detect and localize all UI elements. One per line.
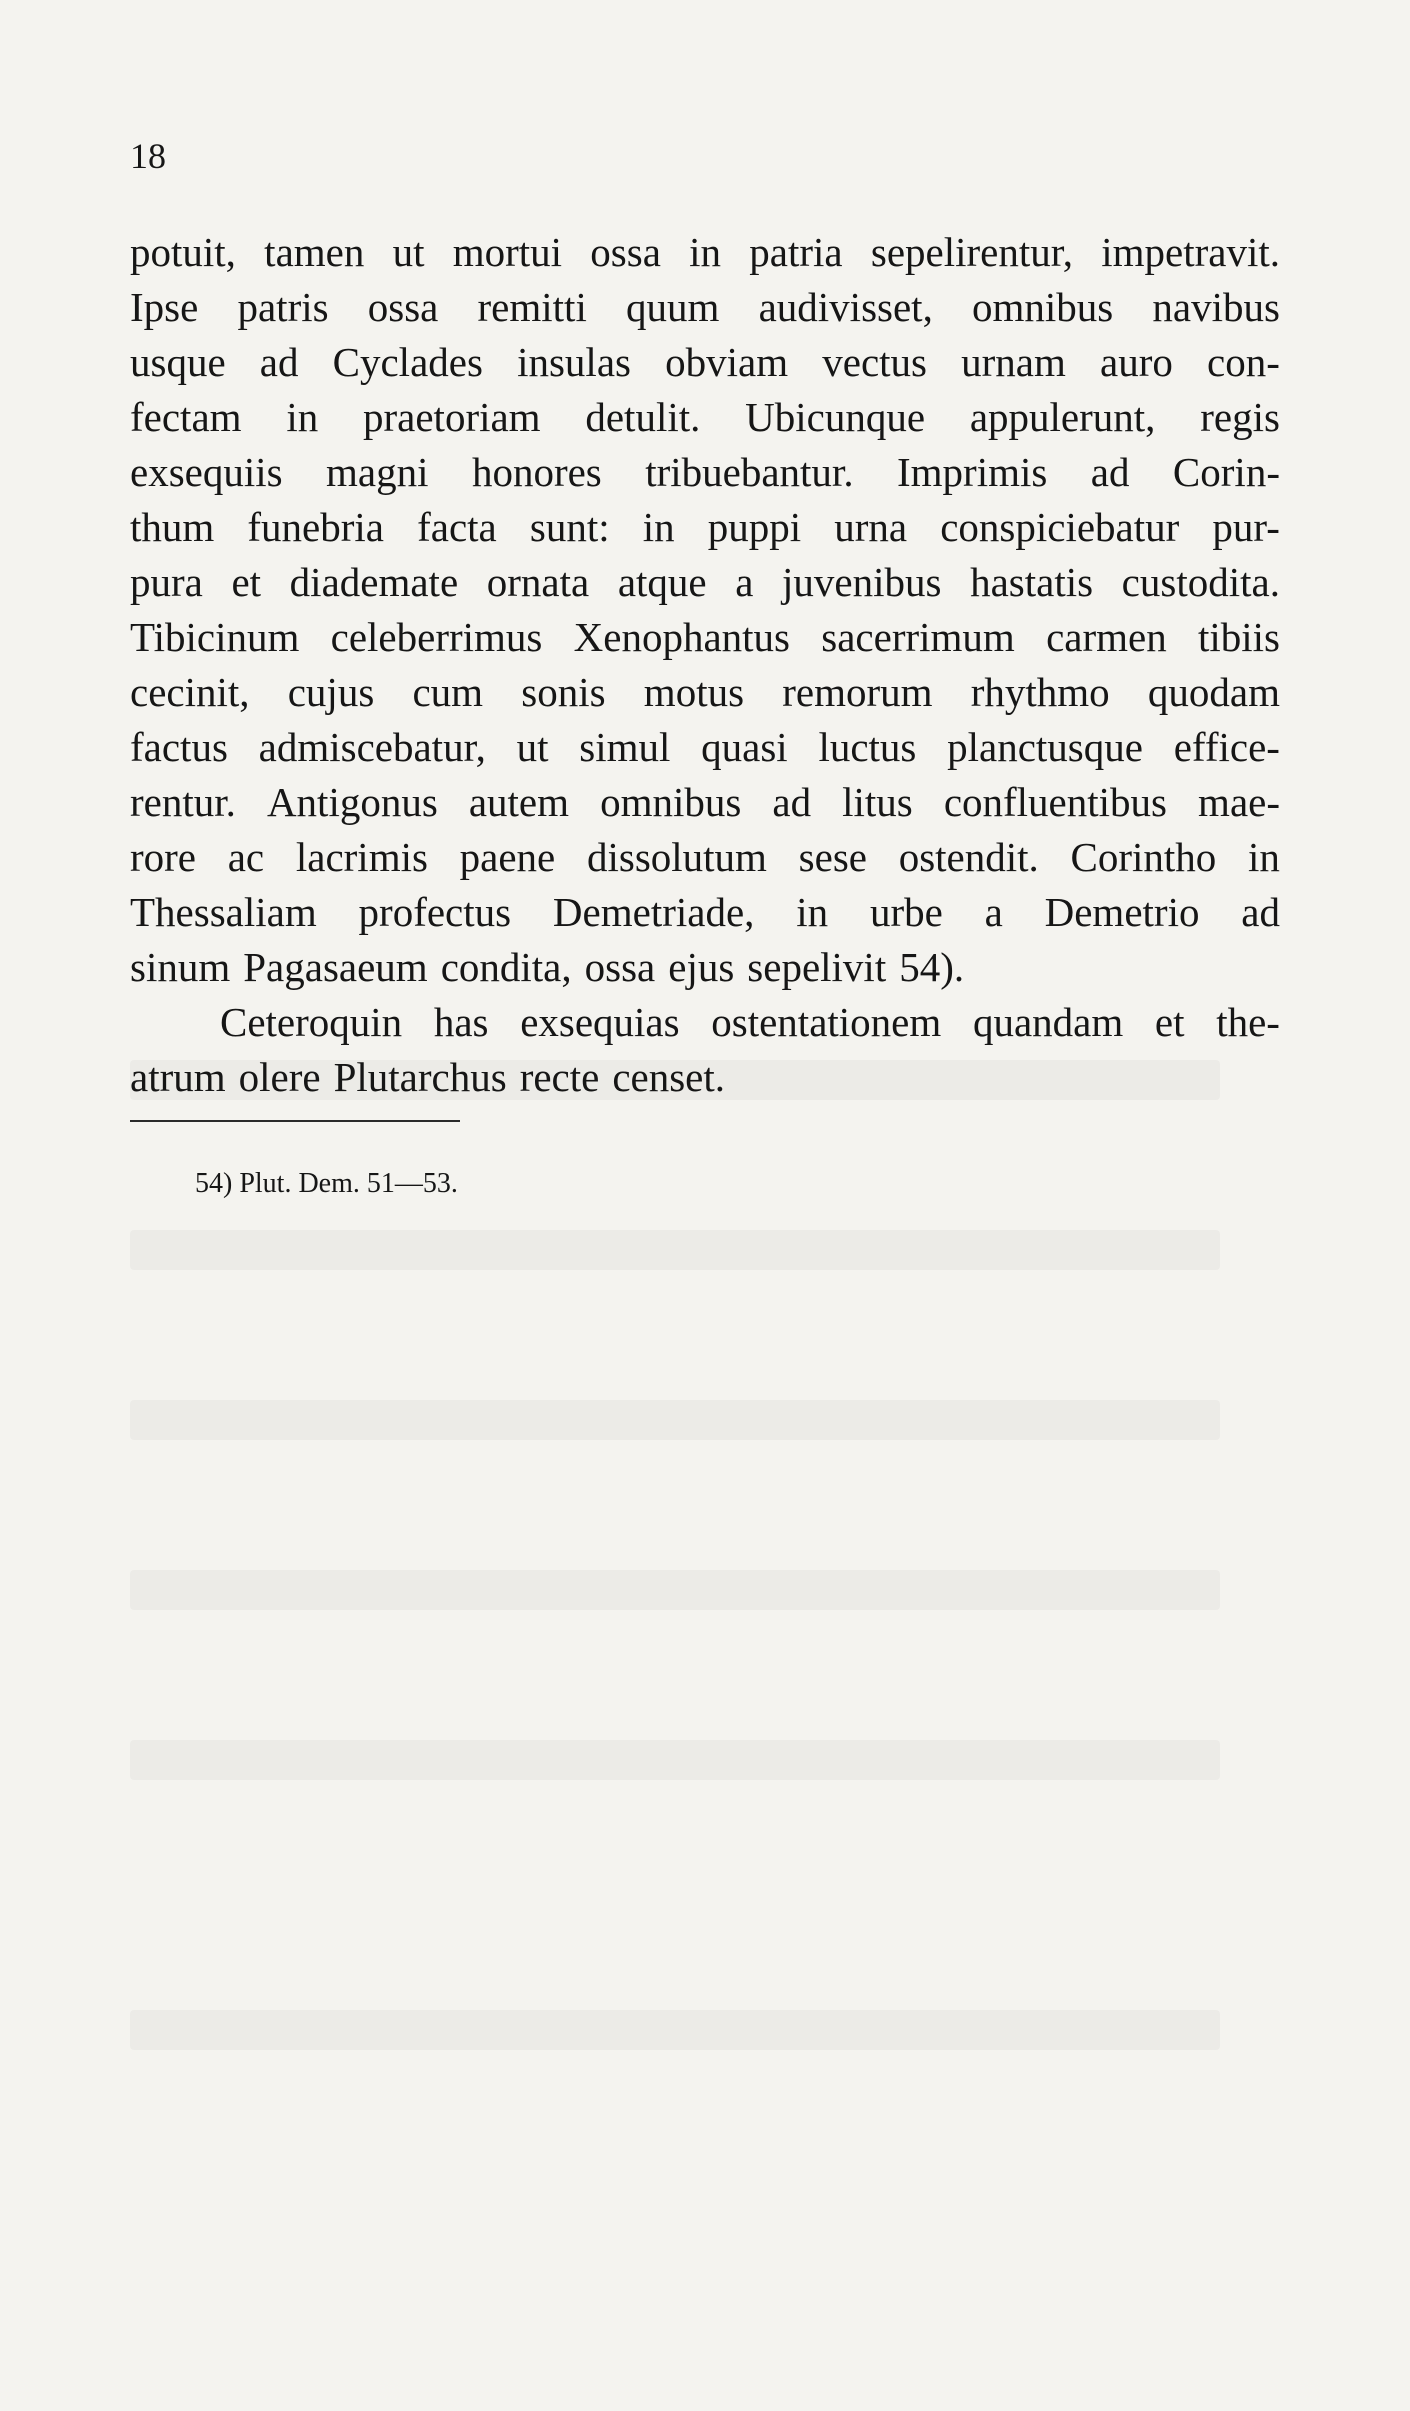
- text-line: [130, 390, 1280, 445]
- word: detulit.: [585, 394, 701, 440]
- show-through: [130, 1230, 1220, 1270]
- word: impetravit.: [1101, 229, 1280, 275]
- word: conspiciebatur: [940, 504, 1180, 550]
- word: ut: [392, 229, 425, 275]
- word: ostendit.: [898, 834, 1039, 880]
- word: pur-: [1212, 504, 1280, 550]
- word: quandam: [972, 999, 1124, 1045]
- text-line: [130, 775, 1280, 830]
- word: rhythmo: [970, 669, 1110, 715]
- word: mae-: [1198, 779, 1280, 825]
- word: quodam: [1147, 669, 1280, 715]
- main-text: [130, 225, 1280, 1105]
- word: audivisset,: [758, 284, 933, 330]
- word: custodita.: [1121, 559, 1280, 605]
- word: effice-: [1173, 724, 1280, 770]
- word: censet.: [612, 1054, 726, 1100]
- word: admiscebatur,: [258, 724, 486, 770]
- word: tribuebantur.: [645, 449, 854, 495]
- word: paene: [459, 834, 556, 880]
- word: patria: [749, 229, 843, 275]
- word: urna: [834, 504, 908, 550]
- word: luctus: [818, 724, 917, 770]
- page-number: 18: [130, 136, 166, 176]
- word: et: [231, 559, 262, 605]
- word: magni: [326, 449, 429, 495]
- word: ossa: [584, 944, 656, 990]
- footnote-rule: [130, 1120, 460, 1122]
- text-line: [130, 940, 1280, 995]
- word: Imprimis: [897, 449, 1048, 495]
- footnote: [195, 1170, 458, 1198]
- text-line: [130, 335, 1280, 390]
- word: usque: [130, 339, 226, 385]
- word: juvenibus: [782, 559, 942, 605]
- word: Ubicunque: [745, 394, 926, 440]
- text-line: [130, 720, 1280, 775]
- word: Cyclades: [332, 339, 483, 385]
- word: Xenophantus: [573, 614, 790, 660]
- footnote-marker: 54): [195, 1168, 233, 1199]
- word: Antigonus: [266, 779, 438, 825]
- word: simul: [579, 724, 671, 770]
- word: in: [796, 889, 829, 935]
- word: ossa: [367, 284, 439, 330]
- word: exsequias: [520, 999, 680, 1045]
- word: atque: [617, 559, 707, 605]
- text-line: [130, 830, 1280, 885]
- word: omnibus: [972, 284, 1114, 330]
- word: sese: [798, 834, 867, 880]
- word: Ipse: [130, 284, 199, 330]
- word: in: [642, 504, 675, 550]
- word: navibus: [1152, 284, 1280, 330]
- word: Demetriade,: [552, 889, 755, 935]
- word: tibiis: [1197, 614, 1280, 660]
- text-line: [130, 555, 1280, 610]
- word: in: [286, 394, 319, 440]
- word: autem: [468, 779, 570, 825]
- word: ad: [259, 339, 299, 385]
- word: confluentibus: [943, 779, 1167, 825]
- word: pura: [130, 559, 203, 605]
- word: urnam: [961, 339, 1066, 385]
- word: praetoriam: [363, 394, 541, 440]
- word: rore: [130, 834, 197, 880]
- paragraph: [130, 225, 1280, 995]
- text-line: [130, 995, 1280, 1050]
- paragraph: [130, 995, 1280, 1105]
- word: in: [689, 229, 722, 275]
- word: diademate: [289, 559, 459, 605]
- word: Ceteroquin: [220, 999, 403, 1045]
- word: potuit,: [130, 229, 236, 275]
- word: ad: [772, 779, 812, 825]
- word: appulerunt,: [969, 394, 1156, 440]
- show-through: [130, 1570, 1220, 1610]
- word: ut: [516, 724, 549, 770]
- word: sepelirentur,: [870, 229, 1073, 275]
- word: Demetrio: [1044, 889, 1200, 935]
- word: atrum: [130, 1054, 226, 1100]
- word: rentur.: [130, 779, 236, 825]
- text-line: [130, 885, 1280, 940]
- word: ornata: [486, 559, 590, 605]
- word: sonis: [521, 669, 606, 715]
- word: honores: [471, 449, 602, 495]
- word: urbe: [869, 889, 943, 935]
- word: thum: [130, 504, 215, 550]
- word: con-: [1207, 339, 1280, 385]
- word: Tibicinum: [130, 614, 300, 660]
- word: motus: [643, 669, 745, 715]
- word: obviam: [665, 339, 789, 385]
- word: exsequiis: [130, 449, 283, 495]
- word: in: [1248, 834, 1280, 880]
- word: remorum: [782, 669, 933, 715]
- word: profectus: [358, 889, 512, 935]
- text-line: [130, 280, 1280, 335]
- word: hastatis: [970, 559, 1094, 605]
- word: ostentationem: [711, 999, 942, 1045]
- word: ossa: [590, 229, 661, 275]
- word: cecinit,: [130, 669, 250, 715]
- word: Plutarchus: [333, 1054, 507, 1100]
- word: the-: [1216, 999, 1280, 1045]
- word: ac: [227, 834, 265, 880]
- word: lacrimis: [295, 834, 428, 880]
- word: Thessaliam: [130, 889, 317, 935]
- word: et: [1154, 999, 1185, 1045]
- word: sinum: [130, 944, 231, 990]
- word: ejus: [668, 944, 735, 990]
- footnote-text: Plut. Dem. 51—53.: [239, 1168, 458, 1199]
- word: dissolutum: [586, 834, 767, 880]
- word: funebria: [247, 504, 384, 550]
- word: olere: [238, 1054, 321, 1100]
- word: Pagasaeum: [243, 944, 428, 990]
- text-line: [130, 445, 1280, 500]
- word: vectus: [822, 339, 927, 385]
- word: auro: [1100, 339, 1173, 385]
- word: puppi: [707, 504, 802, 550]
- text-line: [130, 610, 1280, 665]
- show-through: [130, 1740, 1220, 1780]
- word: fectam: [130, 394, 242, 440]
- word: ad: [1241, 889, 1280, 935]
- word: ad: [1090, 449, 1130, 495]
- word: patris: [237, 284, 329, 330]
- word: litus: [842, 779, 913, 825]
- word: sepelivit: [747, 944, 887, 990]
- word: recte: [519, 1054, 600, 1100]
- word: a: [735, 559, 754, 605]
- word: celeberrimus: [330, 614, 543, 660]
- word: has: [433, 999, 489, 1045]
- word: 54).: [899, 944, 965, 990]
- word: quasi: [701, 724, 788, 770]
- word: sunt:: [529, 504, 610, 550]
- word: mortui: [452, 229, 563, 275]
- word: Corintho: [1070, 834, 1217, 880]
- word: carmen: [1046, 614, 1167, 660]
- word: cum: [412, 669, 484, 715]
- show-through: [130, 1400, 1220, 1440]
- word: planctusque: [947, 724, 1143, 770]
- word: sacerrimum: [821, 614, 1015, 660]
- word: quum: [626, 284, 720, 330]
- word: a: [984, 889, 1003, 935]
- word: tamen: [264, 229, 365, 275]
- word: insulas: [517, 339, 631, 385]
- word: omnibus: [600, 779, 742, 825]
- word: facta: [417, 504, 497, 550]
- show-through: [130, 2010, 1220, 2050]
- word: Corin-: [1172, 449, 1280, 495]
- text-line: [130, 665, 1280, 720]
- word: condita,: [440, 944, 572, 990]
- word: cujus: [287, 669, 375, 715]
- word: remitti: [477, 284, 587, 330]
- word: regis: [1200, 394, 1280, 440]
- text-line: [130, 225, 1280, 280]
- text-line: [130, 500, 1280, 555]
- word: factus: [130, 724, 228, 770]
- text-line: [130, 1050, 1280, 1105]
